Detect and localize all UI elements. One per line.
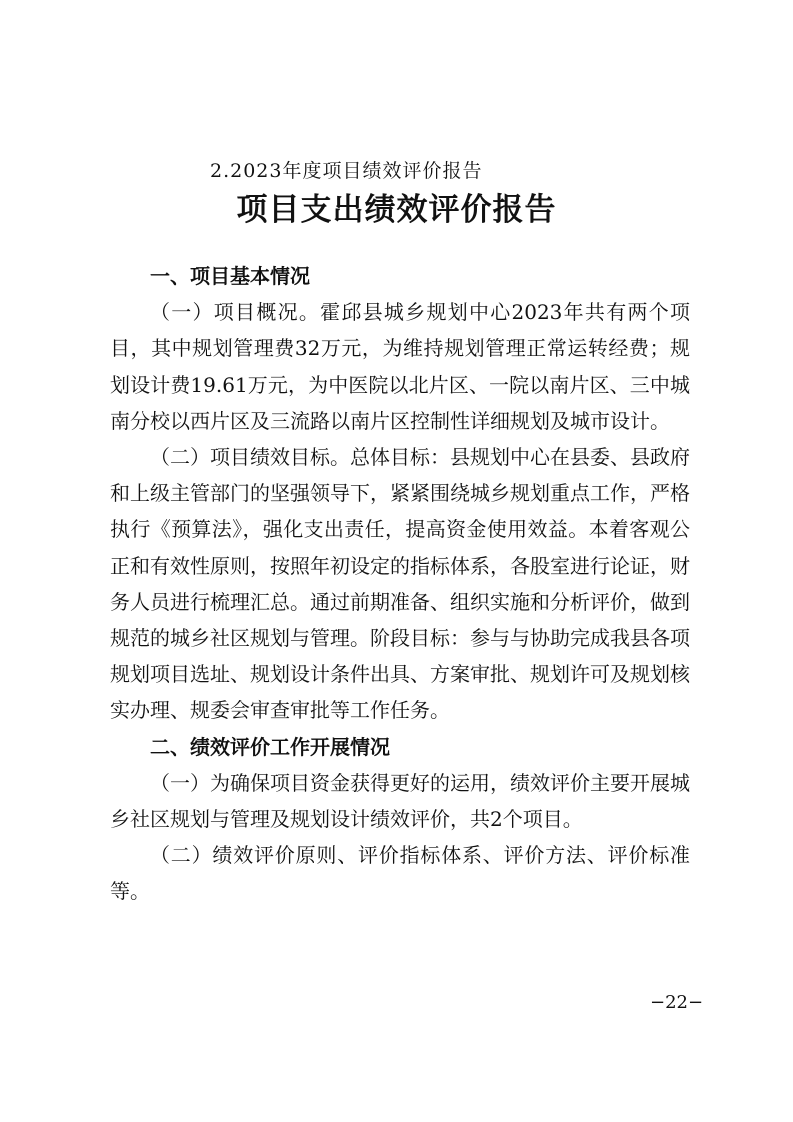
paragraph-performance-goals: （二）项目绩效目标。总体目标：县规划中心在县委、县政府和上级主管部门的坚强领导下，紧紧围绕城乡规划重点工作，严格执行《预算法》，强化支出责任，提高资金使用效益。本着客观公正和有效性原则，按照年初设定的指标体系，各股室进行论证，财务人员进行梳理汇总。通过前期准备、组织实施和分析评价，做到规范的城乡社区规划与管理。阶段目标：参与与协助完成我县各项规划项目选址、规划设计条件出具、方案审批、规划许可及规划核实办理、规委会审查审批等工作任务。 xyxy=(110,445,690,723)
section-heading-evaluation-work: 二、绩效评价工作开展情况 xyxy=(150,734,390,759)
document-title: 项目支出绩效评价报告 xyxy=(236,192,557,228)
document-body xyxy=(110,258,690,910)
paragraph-evaluation-scope: （一）为确保项目资金获得更好的运用，绩效评价主要开展城乡社区规划与管理及规划设计绩效评价，共2个项目。 xyxy=(110,770,690,832)
paragraph-project-overview: （一）项目概况。霍邱县城乡规划中心2023年共有两个项目，其中规划管理费32万元，为维持规划管理正常运转经费；规划设计费19.61万元，为中医院以北片区、一院以南片区、三中城南分校以西片区及三流路以南片区控制性详细规划及城市设计。 xyxy=(110,300,690,433)
paragraph-evaluation-principles: （二）绩效评价原则、评价指标体系、评价方法、评价标准等。 xyxy=(110,843,690,904)
document-subtitle: 2.2023年度项目绩效评价报告 xyxy=(210,160,483,182)
section-heading-basic-info: 一、项目基本情况 xyxy=(150,264,310,288)
page-number: −22− xyxy=(650,992,704,1013)
